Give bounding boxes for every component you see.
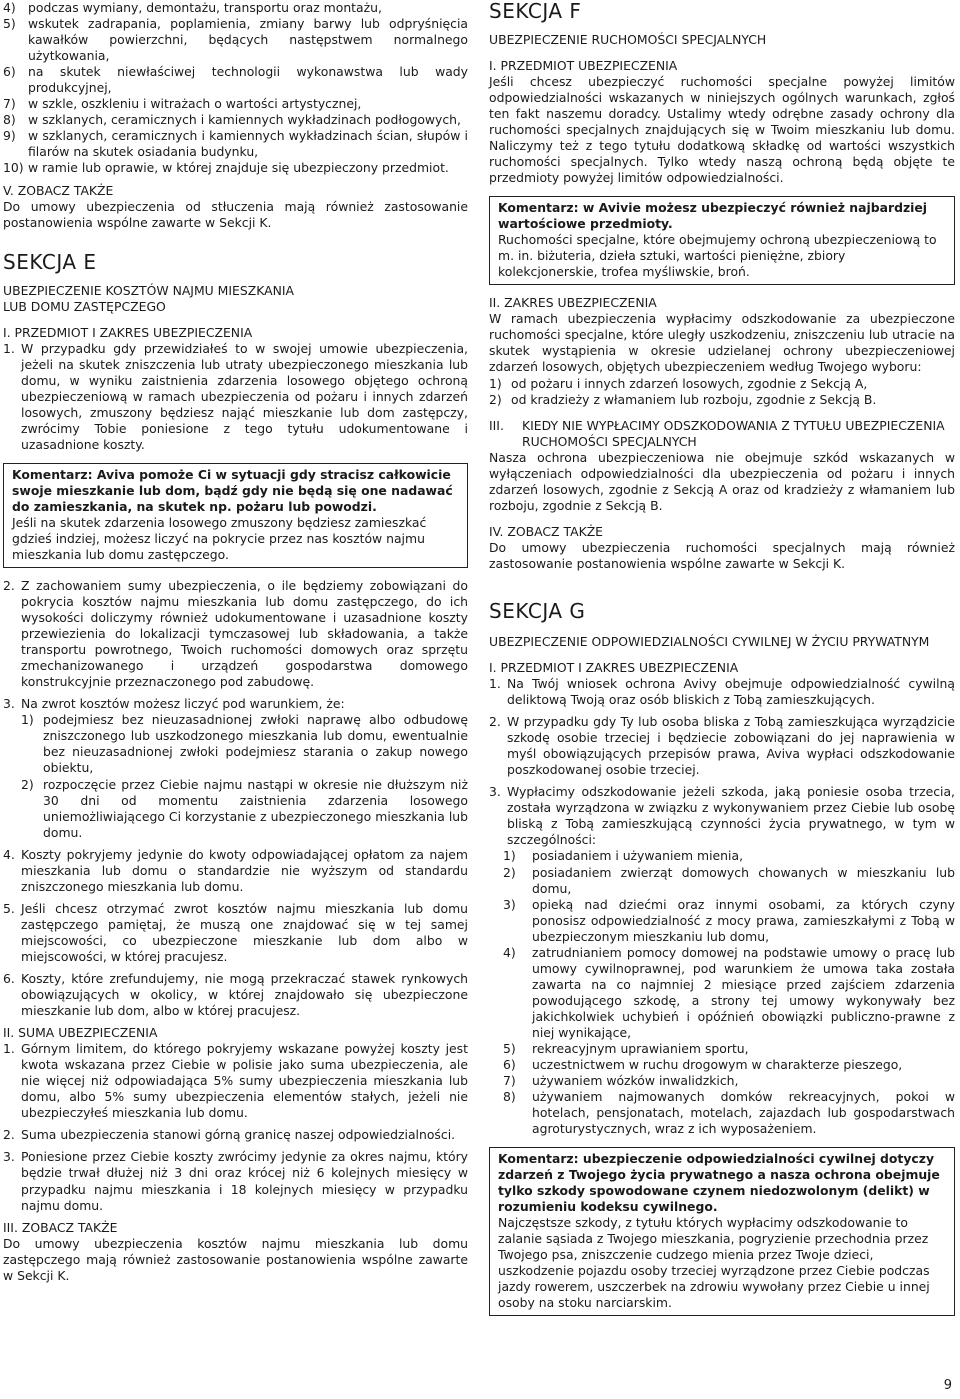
section-e-part-1-heading: I. PRZEDMIOT I ZAKRES UBEZPIECZENIA (3, 324, 253, 340)
list-item: 1. Górnym limitem, do którego pokryjemy wskazane powyżej koszty jest kwota wskazana przez Ciebie w polisie jako suma ubezpieczenia, ale nie więcej niż odpowiadająca 5% sumy ubezpieczenia mieszkania lub domu, albo 5% sumy ubezpieczenia elementów stałych, jeżeli nie ubezpieczyłeś mieszkania lub domu. (3, 1041, 468, 1121)
section-f-part-2-text: W ramach ubezpieczenia wypłacimy odszkodowanie za ubezpieczone ruchomości specjalne, które uległy uszkodzeniu, zniszczeniu lub utracie na skutek wystąpienia w okresie udzielanej ochrony ubezpieczeniowej zdarzeń losowych, objętych ubezpieczeniem według Twojego wyboru: (489, 311, 955, 375)
list-item: 4) podczas wymiany, demontażu, transportu oraz montażu, (3, 0, 382, 15)
section-f-part-4-text: Do umowy ubezpieczenia ruchomości specjalnych mają również zastosowanie postanowienia wspólne zawarte w Sekcji K. (489, 539, 955, 571)
section-v-heading: V. ZOBACZ TAKŻE (3, 182, 114, 198)
list-item: 3. Wypłacimy odszkodowanie jeżeli szkoda, jaką poniesie osoba trzecia, została wyrządzona w związku z wykonywaniem przez Ciebie lub osobę bliską z Tobą zamieszkującą czynności życia prywatnego, w tym w szczególności: (489, 784, 955, 848)
list-item: 6) na skutek niewłaściwej technologii wykonawstwa lub wady produkcyjnej, (3, 64, 468, 96)
list-item: 1) podejmiesz bez nieuzasadnionej zwłoki naprawę albo odbudowę zniszczonego lub uszkodzonego mieszkania lub domu, ewentualnie bez nieuzasadnionej zwłoki podejmiesz starania o zakup nowego obiektu, (21, 712, 468, 776)
list-item: 5) rekreacyjnym uprawianiem sportu, (503, 1041, 749, 1057)
section-e-subtitle-2: LUB DOMU ZASTĘPCZEGO (3, 298, 166, 314)
comment-title: Komentarz: ubezpieczenie odpowiedzialności cywilnej dotyczy zdarzeń z Twojego życia prywatnego a nasza ochrona obejmuje tylko szkody spowodowane czynem niedozwolonym (delikt) w rozumieniu kodeksu cywilnego. (498, 1151, 940, 1215)
section-v-text: Do umowy ubezpieczenia od stłuczenia mają również zastosowanie postanowienia wspólne zawarte w Sekcji K. (3, 198, 468, 230)
section-f-part-2-heading: II. ZAKRES UBEZPIECZENIA (489, 295, 657, 311)
list-item: 2. W przypadku gdy Ty lub osoba bliska z Tobą zamieszkująca wyrządzicie szkodę osobie trzeciej i będziecie zobowiązani do jej naprawienia w myśl obowiązujących przepisów prawa, Aviva wypłaci odszkodowanie poszkodowanej osobie trzeciej. (489, 714, 955, 778)
comment-title: Komentarz: w Avivie możesz ubezpieczyć również najbardziej wartościowe przedmioty. (498, 200, 928, 232)
list-item: 6) uczestnictwem w ruchu drogowym w charakterze pieszego, (503, 1057, 903, 1073)
section-f-subtitle: UBEZPIECZENIE RUCHOMOŚCI SPECJALNYCH (489, 32, 767, 47)
section-e-part-2-heading: II. SUMA UBEZPIECZENIA (3, 1025, 158, 1041)
list-item: 7) używaniem wózków inwalidzkich, (503, 1073, 739, 1089)
section-g-subtitle: UBEZPIECZENIE ODPOWIEDZIALNOŚCI CYWILNEJ W ŻYCIU PRYWATNYM (489, 633, 930, 649)
exclusions-list (3, 0, 468, 177)
list-item: 1) od pożaru i innych zdarzeń losowych, zgodnie z Sekcją A, (489, 375, 868, 391)
section-f-part-1-text: Jeśli chcesz ubezpieczyć ruchomości specjalne powyżej limitów odpowiedzialności wskazanych w niniejszych ogólnych warunkach, zgłoś ten fakt naszemu doradcy. Ustalimy wtedy odrębne zasady ochrony dla ruchomości specjalnych znajdujących się w Twoim mieszkaniu lub domu. Naliczymy też z tego tytułu dodatkową składkę od wartości wszystkich ruchomości specjalnych. Tylko wtedy naszą ochroną będą objęte te przedmioty powyżej limitów odpowiedzialności. (489, 74, 955, 186)
right-column (489, 0, 955, 1316)
comment-box-e (3, 463, 468, 568)
list-item: 4) zatrudnianiem pomocy domowej na podstawie umowy o pracę lub umowy cywilnoprawnej, pod warunkiem że umowa taka została zawarta na co najmniej 2 miesiące przed zajściem zdarzenia powodującego szkodę, a strony tej umowy wykonywały bez jakichkolwiek uchybień i opóźnień obowiązki publiczno-prawne z niej wynikające, (503, 944, 955, 1040)
section-f-part-1-heading: I. PRZEDMIOT UBEZPIECZENIA (489, 58, 678, 73)
list-item: 5) wskutek zadrapania, poplamienia, zmiany barwy lub odpryśnięcia kawałków powierzchni, będących następstwem normalnego użytkowania, (3, 16, 468, 64)
list-item: 1. W przypadku gdy przewidziałeś to w swojej umowie ubezpieczenia, jeżeli na skutek zniszczenia lub utraty ubezpieczonego mieszkania lub domu, w wyniku zaistnienia zdarzenia losowego objętego ochroną ubezpieczeniową w ramach ubezpieczenia od pożaru i innych zdarzeń losowych, zmuszony będziesz nająć mieszkanie lub dom zastępczy, zwrócimy Tobie poniesione z tego tytułu udokumentowane i uzasadnione koszty. (3, 340, 468, 452)
comment-text: Jeśli na skutek zdarzenia losowego zmuszony będziesz zamieszkać gdzieś indziej, możesz liczyć na pokrycie przez nas kosztów najmu mieszkania lub domu zastępczego. (12, 514, 427, 562)
list-item: 9) w szklanych, ceramicznych i kamiennych wykładzinach ścian, słupów i filarów na skutek osiadania budynku, (3, 128, 468, 160)
section-g-title: SEKCJA G (489, 598, 586, 623)
section-g-part-1-heading: I. PRZEDMIOT I ZAKRES UBEZPIECZENIA (489, 659, 739, 675)
list-item: 1) posiadaniem i używaniem mienia, (503, 848, 744, 864)
list-item: 2) od kradzieży z włamaniem lub rozboju, zgodnie z Sekcją B. (489, 391, 877, 407)
list-item: 1. Na Twój wniosek ochrona Avivy obejmuje odpowiedzialność cywilną deliktową Twoją oraz osób bliskich z Tobą zamieszkujących. (489, 675, 955, 708)
list-item: 6. Koszty, które zrefundujemy, nie mogą przekraczać stawek rynkowych obowiązujących w okolicy, w której znajdowało się ubezpieczone mieszkanie lub dom, albo w której pracujesz. (3, 971, 468, 1019)
activity-list (489, 848, 955, 1137)
list-item: 5. Jeśli chcesz otrzymać zwrot kosztów najmu mieszkania lub domu zastępczego pamiętaj, że muszą one znajdować się w tej samej miejscowości, co ubezpieczone mieszkanie lub dom albo w miejscowości, w której pracujesz. (3, 900, 468, 964)
list-item: 8) używaniem najmowanych domków rekreacyjnych, pokoi w hotelach, pensjonatach, motelach, zajazdach lub gospodarstwach agroturystycznych, wraz z ich wyposażeniem. (503, 1089, 955, 1137)
list-item: 4. Koszty pokryjemy jedynie do kwoty odpowiadającej opłatom za najem mieszkania lub domu o standardzie nie wyższym od standardu zniszczonego mieszkania lub domu. (3, 846, 468, 894)
list-item: 3. Poniesione przez Ciebie koszty zwrócimy jedynie za okres najmu, który będzie trwał dłużej niż 3 dni oraz krócej niż 6 kolejnych miesięcy w przypadku najmu mieszkania i 18 kolejnych miesięcy w przypadku najmu domu. (3, 1149, 468, 1213)
list-item: 2. Z zachowaniem sumy ubezpieczenia, o ile będziemy zobowiązani do pokrycia kosztów najmu mieszkania lub domu zastępczego, do ich wysokości doliczymy również udokumentowane i uzasadnione koszty przewiezienia do lokalizacji tymczasowej lub składowania, a także transportu powrotnego, Twoich ruchomości domowych oraz sprzętu zmechanizowanego i urządzeń gospodarstwa domowego konstrukcyjnie przeznaczonego pod zabudowę. (3, 577, 468, 690)
section-f-part-3-heading: III. KIEDY NIE WYPŁACIMY ODSZKODOWANIA Z TYTUŁU UBEZPIECZENIA RUCHOMOŚCI SPECJALNYCH (489, 417, 945, 449)
list-item: 3. Na zwrot kosztów możesz liczyć pod warunkiem, że: (3, 696, 345, 712)
comment-box-f (489, 196, 955, 285)
list-item: 3) opieką nad dziećmi oraz innymi osobami, za których czyny ponosisz odpowiedzialność z mocy prawa, zamieszkałymi z Tobą w ubezpieczonym mieszkaniu lub domu, (503, 896, 955, 944)
list-item: 8) w szklanych, ceramicznych i kamiennych wykładzinach podłogowych, (3, 112, 461, 128)
section-f-title: SEKCJA F (489, 0, 582, 23)
section-e-title: SEKCJA E (3, 249, 97, 274)
section-e-part-3-heading: III. ZOBACZ TAKŻE (3, 1219, 118, 1235)
page-number: 9 (943, 1378, 952, 1393)
condition-list (3, 712, 468, 840)
list-item: 2. Suma ubezpieczenia stanowi górną granicę naszej odpowiedzialności. (3, 1127, 456, 1143)
comment-title: Komentarz: Aviva pomoże Ci w sytuacji gdy stracisz całkowicie swoje mieszkanie lub dom, bądź gdy nie będą się one nadawać do zamieszkania, na skutek np. pożaru lub powodzi. (12, 466, 453, 514)
left-column (3, 0, 468, 1284)
section-e-part-3-text: Do umowy ubezpieczenia kosztów najmu mieszkania lub domu zastępczego mają również zastosowanie postanowienia wspólne zawarte w Sekcji K. (3, 1235, 468, 1283)
comment-text: Ruchomości specjalne, które obejmujemy ochroną ubezpieczeniową to m. in. biżuteria, dzieła sztuki, wartości pieniężne, zbiory kolekcjonerskie, trofea myśliwskie, broń. (498, 232, 937, 280)
risk-list (489, 376, 955, 408)
list-item: 2) posiadaniem zwierząt domowych chowanych w mieszkaniu lub domu, (503, 864, 955, 896)
comment-text: Najczęstsze szkody, z tytułu których wypłacimy odszkodowanie to zalanie sąsiada z Twojego mieszkania, pogryzienie przechodnia przez Twojego psa, zniszczenie cudzego mienia przez Twoje dzieci, uszkodzenie pojazdu osoby trzeciej wyrządzone przez Ciebie podczas jazdy rowerem, uszczerbek na zdrowiu wywołany przez Ciebie u innej osoby na stoku narciarskim. (498, 1215, 930, 1311)
comment-box-g (489, 1147, 955, 1316)
section-f-part-4-heading: IV. ZOBACZ TAKŻE (489, 523, 604, 539)
list-item: 2) rozpoczęcie przez Ciebie najmu nastąpi w okresie nie dłuższym niż 30 dni od momentu zaistnienia zdarzenia losowego uniemożliwiającego Ci korzystanie z ubezpieczonego mieszkania lub domu. (21, 776, 468, 840)
section-e-subtitle-1: UBEZPIECZENIE KOSZTÓW NAJMU MIESZKANIA (3, 282, 294, 298)
list-item: 7) w szkle, oszkleniu i witrażach o wartości artystycznej, (3, 96, 362, 112)
list-item: 10) w ramie lub oprawie, w której znajduje się ubezpieczony przedmiot. (3, 160, 449, 176)
section-f-part-3-text: Nasza ochrona ubezpieczeniowa nie obejmuje szkód wskazanych w wyłączeniach odpowiedzialności dla ubezpieczenia od pożaru i innych zdarzeń losowych, zgodnie z Sekcją A oraz od kradzieży z włamaniem lub rozboju, zgodnie z Sekcją B. (489, 449, 955, 513)
